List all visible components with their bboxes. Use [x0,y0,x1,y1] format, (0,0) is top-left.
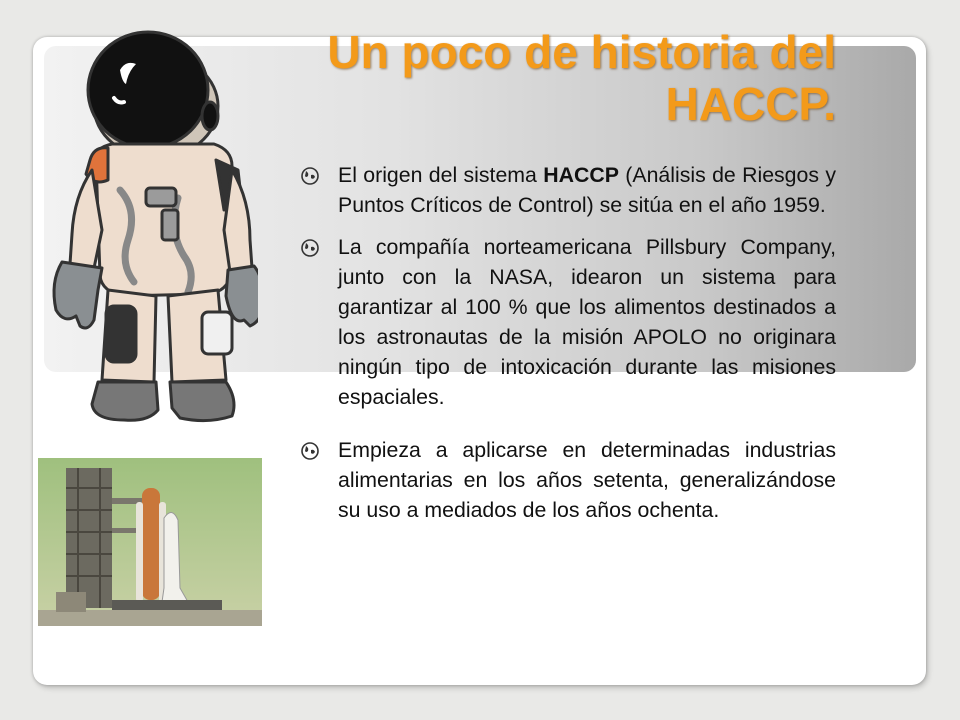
bullet-item-adoption [298,435,836,525]
bullet-list [298,160,836,525]
bullet-text-prefix: El origen del sistema [338,163,544,187]
bullet-text: Empieza a aplicarse en determinadas industrias alimentarias en los años setenta, generalizándose su uso a mediados de los años ochenta. [338,438,836,522]
bullet-text-suffix: (Análisis de Riesgos y Puntos Críticos de Control) se sitúa en el año 1959. [338,163,836,217]
globe-bullet-icon [300,441,320,461]
space-shuttle-launch-photo [38,458,262,626]
globe-bullet-icon [300,238,320,258]
bullet-item-nasa [298,232,836,412]
slide-title: Un poco de historia del HACCP. [327,26,836,130]
bullet-text: La compañía norteamericana Pillsbury Company, junto con la NASA, idearon un sistema para garantizar al 100 % que los alimentos destinados a los astronautas de la misión APOLO no originara ningún tipo de intoxicación durante las misiones espaciales. [338,235,836,409]
bullet-text-bold: HACCP [543,163,619,187]
globe-bullet-icon [300,166,320,186]
bullet-item-origin [298,160,836,220]
astronaut-illustration [28,20,258,430]
